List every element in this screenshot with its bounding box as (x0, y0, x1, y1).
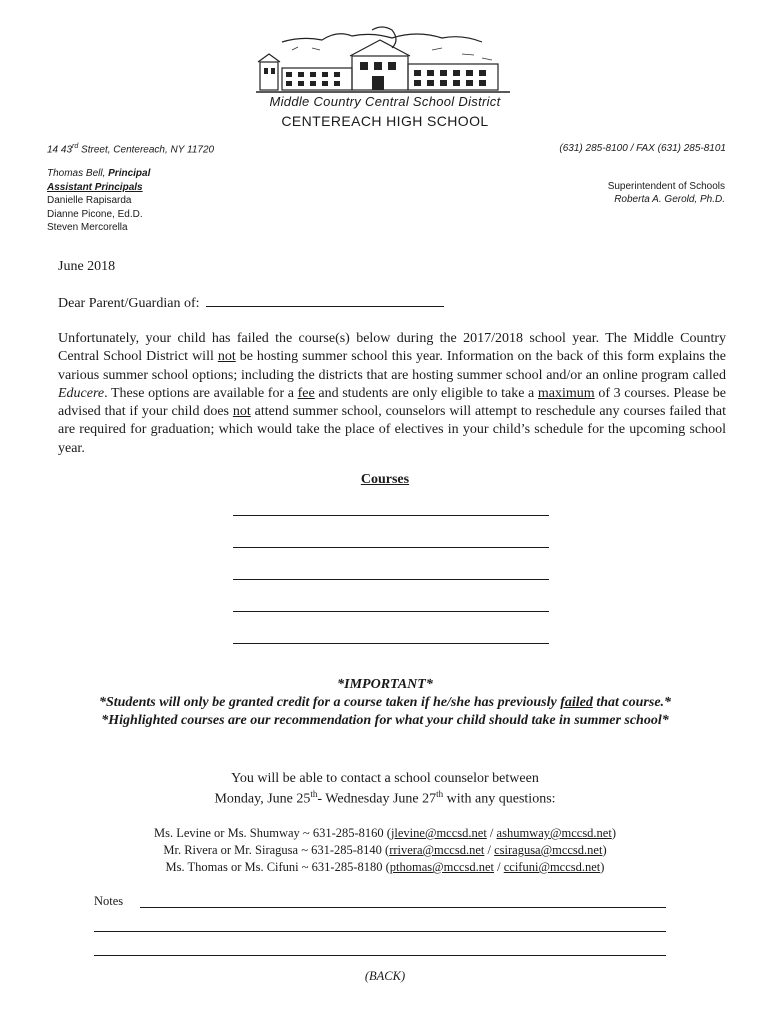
superintendent-block (608, 180, 725, 206)
school-address: 14 43rd Street, Centereach, NY 11720 (47, 143, 215, 156)
email-link[interactable]: ashumway@mccsd.net (496, 826, 612, 840)
student-name-blank (206, 294, 444, 307)
counselor-row: Ms. Levine or Ms. Shumway ~ 631-285-8160 (jlevine@mccsd.net / ashumway@mccsd.net) (153, 826, 617, 840)
course-blank-line[interactable] (233, 579, 549, 580)
email-link[interactable]: pthomas@mccsd.net (389, 860, 494, 874)
course-blank-line[interactable] (233, 547, 549, 548)
school-name: CENTEREACH HIGH SCHOOL (281, 113, 489, 129)
staff-list (47, 167, 150, 235)
email-link[interactable]: csiragusa@mccsd.net (494, 843, 603, 857)
letter-paragraph: Unfortunately, your child has failed the course(s) below during the 2017/2018 school year. The Middle Country Central School District will not be hosting summer school this year. Information on the back of this form explains the various summer school options; including the districts that are hosting summer school and/or an online program called Educere. These options are available for a fee and students are only eligible to take a maximum of 3 courses. Please be advised that if your child does not attend summer school, counselors will attempt to reschedule any courses failed that are required for graduation; which would take the place of electives in your child’s schedule for the upcoming school year. (58, 331, 727, 456)
district-name: Middle Country Central School District (269, 94, 501, 109)
contact-intro: You will be able to contact a school counselor between (231, 771, 539, 786)
course-blank-line[interactable] (233, 611, 549, 612)
course-blank-line[interactable] (233, 643, 549, 644)
notes-line[interactable] (140, 907, 666, 908)
course-blank-line[interactable] (233, 515, 549, 516)
school-phone: (631) 285-8100 / FAX (631) 285-8101 (559, 143, 726, 154)
important-line-credit: *Students will only be granted credit for a course taken if he/she has previously failed that course.* (98, 695, 672, 710)
assistant-principals-heading: Assistant Principals (47, 181, 143, 193)
contact-dates: Monday, June 25th- Wednesday June 27th with any questions: (214, 789, 556, 807)
email-link[interactable]: ccifuni@mccsd.net (503, 860, 601, 874)
notes-line[interactable] (94, 931, 666, 932)
salutation: Dear Parent/Guardian of: (58, 294, 444, 312)
counselor-row: Ms. Thomas or Ms. Cifuni ~ 631-285-8180 (pthomas@mccsd.net / ccifuni@mccsd.net) (165, 860, 605, 874)
email-link[interactable]: rrivera@mccsd.net (389, 843, 485, 857)
principal-line: Thomas Bell, Principal (47, 168, 151, 179)
letter-date: June 2018 (58, 259, 116, 274)
notes-line[interactable] (94, 955, 666, 956)
courses-heading: Courses (360, 472, 410, 487)
important-heading: *IMPORTANT* (337, 677, 433, 692)
superintendent-title: Superintendent of Schools (607, 181, 725, 192)
assistant-principal: Steven Mercorella (47, 222, 128, 233)
email-link[interactable]: jlevine@mccsd.net (390, 826, 487, 840)
superintendent-name: Roberta A. Gerold, Ph.D. (614, 194, 725, 205)
notes-label: Notes (94, 894, 124, 908)
school-building-logo (252, 20, 514, 96)
back-indicator: (BACK) (364, 969, 406, 983)
assistant-principal: Danielle Rapisarda (47, 195, 132, 206)
important-line-highlighted: *Highlighted courses are our recommendation for what your child should take in summer school* (101, 713, 669, 728)
counselor-row: Mr. Rivera or Mr. Siragusa ~ 631-285-8140 (rrivera@mccsd.net / csiragusa@mccsd.net) (163, 843, 607, 857)
assistant-principal: Dianne Picone, Ed.D. (47, 208, 143, 220)
